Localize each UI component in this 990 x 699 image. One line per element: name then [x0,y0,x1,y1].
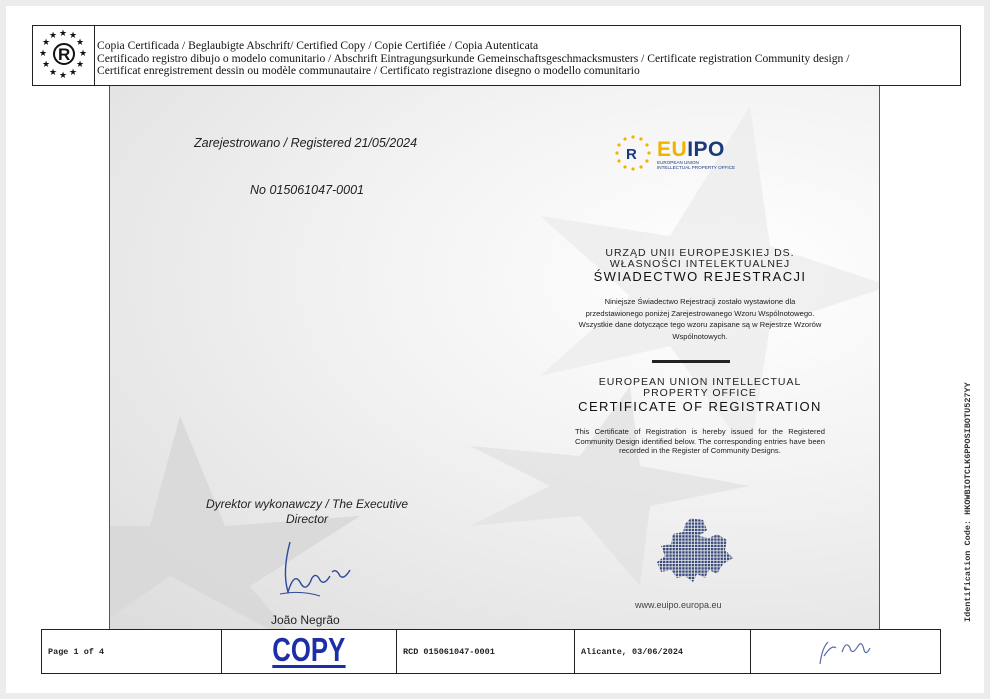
euipo-website[interactable]: www.euipo.europa.eu [635,600,722,610]
english-certificate-text: This Certificate of Registration is hereby issued for the Registered Community Design identified below. The corresponding entries have been recorded in the Register of Community Designs. [575,427,825,456]
identification-code [963,360,977,622]
section-divider [652,360,730,363]
certified-copy-header [32,25,961,86]
svg-text:★: ★ [76,37,85,47]
english-certificate-title: CERTIFICATE OF REGISTRATION [578,399,822,414]
director-signature [260,532,370,602]
identification-code-text: Identification Code: HKOWBIOTCLK6PPOSIBOTU527YY [963,382,973,622]
svg-text:★: ★ [42,59,51,69]
polish-office-name [550,248,850,269]
svg-text:R: R [58,45,71,64]
logo-word-prefix: EU [657,138,688,161]
place-date-cell [575,630,751,673]
polish-office-line-1: URZĄD UNII EUROPEJSKIEJ DS. [605,247,795,259]
svg-text:★: ★ [69,30,78,40]
header-line-3: Certificat enregistrement dessin ou modèle communautaire / Certificato registrazione disegno o modello comunitario [97,64,640,78]
polish-certificate-text: Niniejsze Świadectwo Rejestracji zostało wystawione dla przedstawionego poniżej Zarejestrowanego Wzoru Wspólnotowego. Wszystkie dane dotyczące tego wzoru zapisane są w Rejestrze Wzorów Wspólnotowych. [578,297,822,341]
svg-text:R: R [626,146,637,163]
copy-stamp: COPY [272,631,346,668]
registration-certificate [109,86,880,630]
registration-date: Zarejestrowano / Registered 21/05/2024 [194,136,418,150]
rcd-number: RCD 015061047-0001 [403,646,495,657]
svg-text:★: ★ [49,30,58,40]
signer-name: João Negrão [271,613,340,627]
svg-text:★: ★ [76,59,85,69]
place-date: Alicante, 03/06/2024 [581,646,684,657]
eu-registered-logo [33,26,95,85]
polish-certificate-title: ŚWIADECTWO REJESTRACJI [593,269,807,284]
footer-signature-cell [751,630,940,673]
english-office-line-1: EUROPEAN UNION INTELLECTUAL [598,376,802,388]
english-office-line-2: PROPERTY OFFICE [643,386,757,399]
header-line-2: Certificado registro dibujo o modelo comunitario / Abschrift Eintragungsurkunde Gemeinschaftsgeschmacksmusters / Certificate registration Community design / [97,51,850,65]
header-line-1: Copia Certificada / Beglaubigte Abschrift/ Certified Copy / Copie Certifiée / Copia Autenticata [97,39,539,52]
polish-office-line-2: WŁASNOŚCI INTELEKTUALNEJ [609,257,791,270]
english-office-name [550,377,850,398]
footer-signature [806,634,886,670]
euipo-logo [613,133,773,175]
page-number: Page 1 of 4 [48,646,105,657]
svg-text:★: ★ [79,48,88,58]
footer-table [41,629,941,674]
logo-subtitle-1: EUROPEAN UNION [657,160,699,165]
svg-text:★: ★ [42,37,51,47]
director-title [192,497,422,526]
logo-subtitle-2: INTELLECTUAL PROPERTY OFFICE [657,165,736,171]
page-indicator [42,630,222,673]
svg-text:★: ★ [49,67,58,77]
svg-text:★: ★ [59,28,68,38]
registration-number: No 015061047-0001 [250,183,364,197]
director-title-line-1: Dyrektor wykonawczy / The Executive [205,497,409,511]
svg-text:★: ★ [39,48,48,58]
euipo-emblem-icon [613,133,653,175]
logo-word-suffix: IPO [687,138,725,161]
svg-text:★: ★ [69,67,78,77]
director-title-line-2: Director [285,511,328,526]
eu-map-icon [647,516,739,586]
rcd-cell [397,630,575,673]
copy-stamp-cell [222,630,397,673]
svg-text:★: ★ [59,70,68,80]
